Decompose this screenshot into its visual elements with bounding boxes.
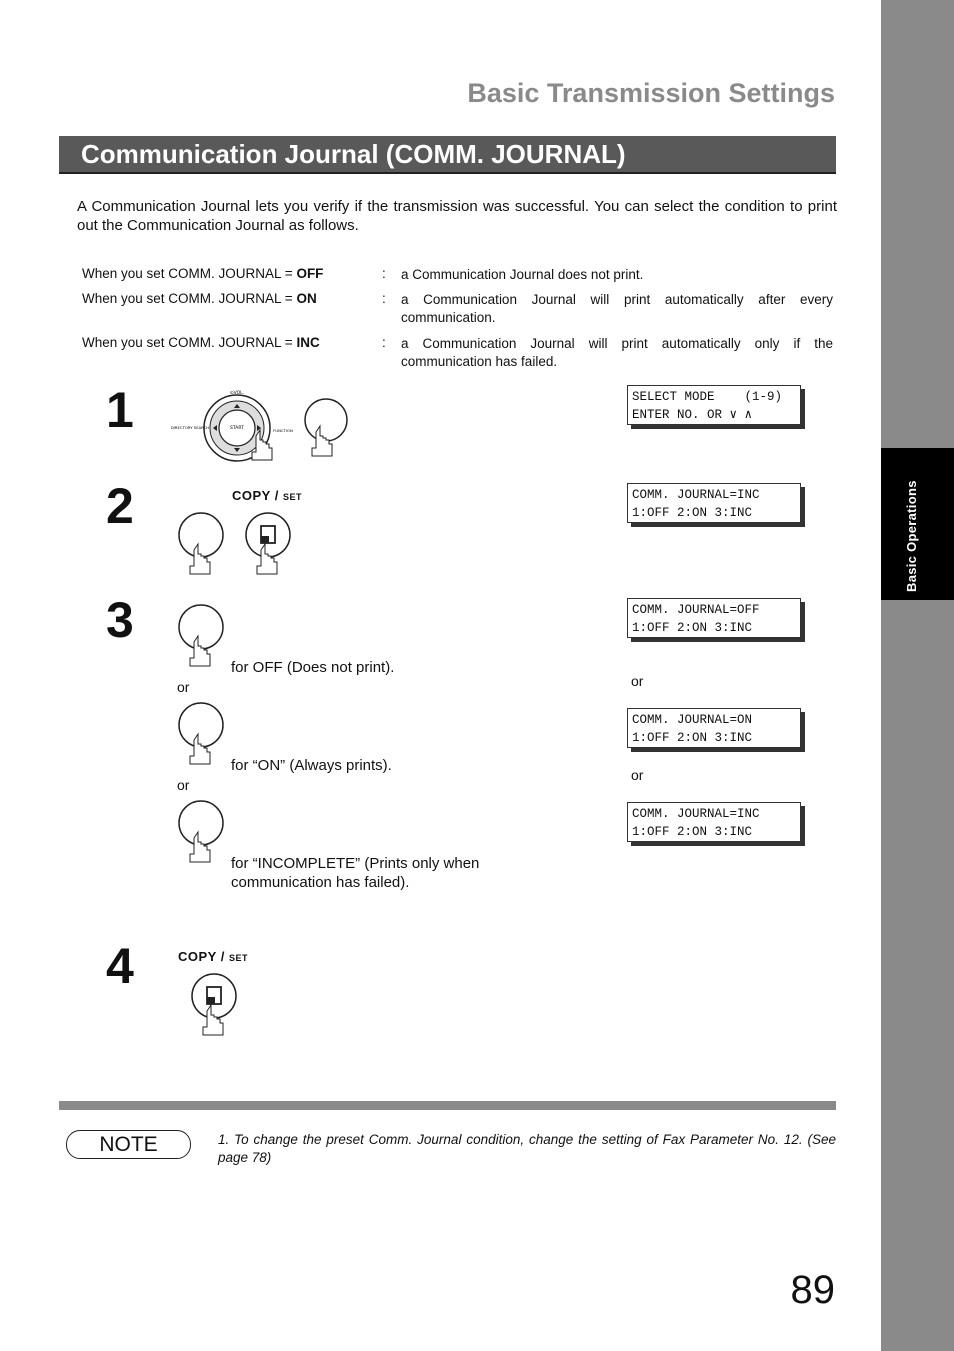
step-4-number: 4 [106, 938, 134, 994]
function-label: FUNCTION [273, 428, 293, 433]
step-4-button [190, 971, 240, 1041]
copy-set-label: COPY / SET [178, 949, 248, 964]
key-1-illustration [176, 602, 226, 674]
note-text: 1. To change the preset Comm. Journal condition, change the setting of Fax Parameter No. 12. (See page 78) [218, 1132, 836, 1165]
condition-off-description: a Communication Journal does not print. [401, 267, 644, 282]
option-on-description: for “ON” (Always prints). [231, 757, 392, 774]
side-margin-bar [881, 0, 954, 1351]
condition-on-label: When you set COMM. JOURNAL = ON [82, 291, 317, 306]
numeric-key [179, 605, 223, 649]
key-2-illustration [176, 700, 226, 772]
step-2-number: 2 [106, 478, 134, 534]
condition-colon: : [382, 335, 386, 350]
intro-paragraph: A Communication Journal lets you verify if the transmission was successful. You can select the condition to print out the Communication Journal as follows. [77, 198, 837, 234]
function-key [305, 399, 347, 441]
condition-colon: : [382, 291, 386, 306]
condition-inc-description: a Communication Journal will print automatically only if the communication has failed. [401, 336, 833, 369]
lcd-display-step1: SELECT MODE (1-9) ENTER NO. OR ∨ ∧ [627, 385, 801, 425]
numeric-key [179, 703, 223, 747]
step-1-number: 1 [106, 382, 134, 438]
page-number: 89 [790, 1268, 835, 1312]
numeric-key [179, 801, 223, 845]
copy-set-label: COPY / SET [232, 488, 302, 503]
lcd-display-step3-on: COMM. JOURNAL=ON 1:OFF 2:ON 3:INC [627, 708, 801, 748]
or-label: or [631, 673, 644, 689]
condition-on-description: a Communication Journal will print automatically after every communication. [401, 292, 833, 325]
condition-colon: : [382, 266, 386, 281]
page-title: Communication Journal (COMM. JOURNAL) [81, 139, 626, 169]
numeric-key [179, 513, 223, 557]
note-badge: NOTE [66, 1130, 191, 1159]
control-panel-illustration [170, 388, 356, 470]
key-3-illustration [176, 798, 226, 870]
step-2-buttons [176, 510, 296, 580]
or-label: or [631, 767, 644, 783]
condition-off-label: When you set COMM. JOURNAL = OFF [82, 266, 324, 281]
start-key-label: START [230, 426, 244, 431]
or-label: or [177, 777, 190, 793]
chapter-tab-label: Basic Operations [904, 480, 919, 592]
vol-label: ⊙VOL. [229, 391, 245, 396]
option-off-description: for OFF (Does not print). [231, 659, 395, 676]
lcd-display-step3-inc: COMM. JOURNAL=INC 1:OFF 2:ON 3:INC [627, 802, 801, 842]
or-label: or [177, 679, 190, 695]
section-title: Basic Transmission Settings [467, 78, 835, 108]
step-3-number: 3 [106, 592, 134, 648]
lcd-display-step3-off: COMM. JOURNAL=OFF 1:OFF 2:ON 3:INC [627, 598, 801, 638]
option-inc-description: for “INCOMPLETE” (Prints only when communication has failed). [231, 855, 480, 891]
directory-search-label: DIRECTORY SEARCH [170, 425, 210, 430]
condition-inc-label: When you set COMM. JOURNAL = INC [82, 335, 320, 350]
lcd-display-step2: COMM. JOURNAL=INC 1:OFF 2:ON 3:INC [627, 483, 801, 523]
divider [59, 1101, 836, 1110]
